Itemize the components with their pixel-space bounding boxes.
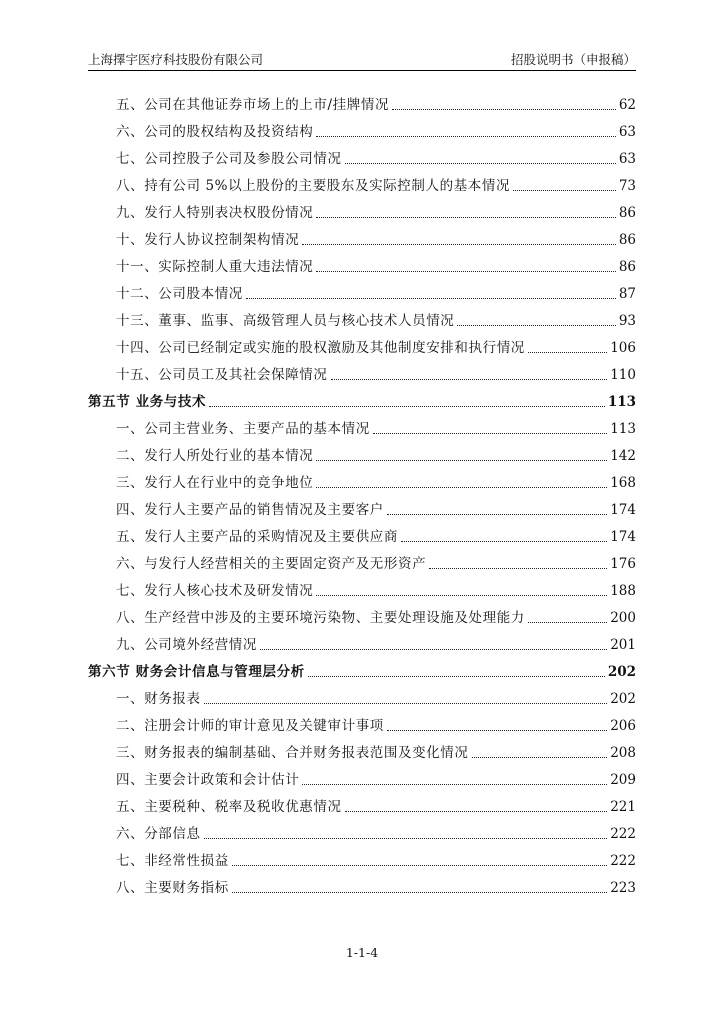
toc-entry-title: 八、持有公司 5%以上股份的主要股东及实际控制人的基本情况 bbox=[116, 178, 511, 194]
dot-leader bbox=[316, 271, 615, 272]
toc-entry[interactable] bbox=[88, 411, 636, 438]
toc-entry-title: 五、主要税种、税率及税收优惠情况 bbox=[116, 799, 342, 815]
toc-entry-page: 142 bbox=[610, 448, 636, 464]
document-title: 招股说明书（申报稿） bbox=[510, 52, 636, 67]
page-header bbox=[88, 50, 636, 71]
toc-entry-page: 113 bbox=[607, 394, 636, 410]
toc-entry-page: 63 bbox=[618, 151, 636, 167]
toc-entry[interactable] bbox=[88, 843, 636, 870]
toc-entry-page: 86 bbox=[618, 205, 636, 221]
toc-entry-title: 三、发行人在行业中的竞争地位 bbox=[116, 475, 314, 491]
dot-leader bbox=[387, 730, 607, 731]
toc-entry-page: 206 bbox=[610, 718, 636, 734]
dot-leader bbox=[260, 649, 607, 650]
toc-entry-title: 一、财务报表 bbox=[116, 691, 201, 707]
dot-leader bbox=[316, 595, 607, 596]
toc-entry-page: 93 bbox=[618, 313, 636, 329]
toc-entry-page: 87 bbox=[618, 286, 636, 302]
dot-leader bbox=[429, 568, 607, 569]
toc-entry[interactable] bbox=[88, 735, 636, 762]
dot-leader bbox=[392, 109, 616, 110]
toc-entry[interactable] bbox=[88, 222, 636, 249]
toc-entry-page: 202 bbox=[610, 691, 636, 707]
toc-entry-title: 七、公司控股子公司及参股公司情况 bbox=[116, 151, 342, 167]
toc-entry-title: 二、注册会计师的审计意见及关键审计事项 bbox=[116, 718, 384, 734]
dot-leader bbox=[528, 352, 607, 353]
dot-leader bbox=[345, 811, 608, 812]
toc-entry-title: 第五节 业务与技术 bbox=[88, 394, 207, 410]
toc-entry-page: 221 bbox=[610, 799, 636, 815]
toc-entry-page: 222 bbox=[610, 826, 636, 842]
toc-entry-page: 86 bbox=[618, 259, 636, 275]
dot-leader bbox=[387, 514, 607, 515]
toc-entry-page: 174 bbox=[610, 502, 636, 518]
toc-entry-title: 十四、公司已经制定或实施的股权激励及其他制度安排和执行情况 bbox=[116, 340, 525, 356]
toc-entry-page: 113 bbox=[610, 421, 636, 437]
toc-entry-page: 201 bbox=[610, 637, 636, 653]
toc-section-heading[interactable] bbox=[88, 654, 636, 681]
toc-entry[interactable] bbox=[88, 762, 636, 789]
toc-entry-title: 九、发行人特别表决权股份情况 bbox=[116, 205, 314, 221]
dot-leader bbox=[401, 541, 607, 542]
toc-entry[interactable] bbox=[88, 141, 636, 168]
toc-entry-page: 62 bbox=[618, 97, 636, 113]
table-of-contents bbox=[88, 87, 636, 897]
toc-entry[interactable] bbox=[88, 168, 636, 195]
toc-entry-title: 十五、公司员工及其社会保障情况 bbox=[116, 367, 328, 383]
dot-leader bbox=[331, 379, 608, 380]
toc-section-heading[interactable] bbox=[88, 384, 636, 411]
toc-entry-page: 223 bbox=[610, 880, 636, 896]
dot-leader bbox=[457, 325, 615, 326]
toc-entry-page: 106 bbox=[610, 340, 636, 356]
dot-leader bbox=[246, 298, 616, 299]
toc-entry[interactable] bbox=[88, 114, 636, 141]
toc-entry-page: 63 bbox=[618, 124, 636, 140]
dot-leader bbox=[232, 892, 607, 893]
toc-entry[interactable] bbox=[88, 87, 636, 114]
dot-leader bbox=[373, 433, 607, 434]
toc-entry-title: 十一、实际控制人重大违法情况 bbox=[116, 259, 314, 275]
dot-leader bbox=[472, 757, 608, 758]
toc-entry[interactable] bbox=[88, 357, 636, 384]
toc-entry-page: 208 bbox=[610, 745, 636, 761]
dot-leader bbox=[302, 784, 607, 785]
dot-leader bbox=[209, 406, 605, 407]
dot-leader bbox=[204, 703, 608, 704]
toc-entry[interactable] bbox=[88, 681, 636, 708]
toc-entry[interactable] bbox=[88, 600, 636, 627]
toc-entry-title: 二、发行人所处行业的基本情况 bbox=[116, 448, 314, 464]
toc-entry-title: 七、发行人核心技术及研发情况 bbox=[116, 583, 314, 599]
toc-entry-title: 十、发行人协议控制架构情况 bbox=[116, 232, 300, 248]
dot-leader bbox=[345, 163, 616, 164]
dot-leader bbox=[316, 136, 615, 137]
toc-entry[interactable] bbox=[88, 492, 636, 519]
toc-entry[interactable] bbox=[88, 330, 636, 357]
dot-leader bbox=[302, 244, 616, 245]
toc-entry-page: 209 bbox=[610, 772, 636, 788]
toc-entry[interactable] bbox=[88, 546, 636, 573]
toc-entry-page: 202 bbox=[607, 664, 636, 680]
dot-leader bbox=[528, 622, 607, 623]
company-name: 上海擇宇医疗科技股份有限公司 bbox=[88, 52, 264, 67]
toc-entry-page: 73 bbox=[618, 178, 636, 194]
dot-leader bbox=[232, 865, 607, 866]
toc-entry-title: 五、发行人主要产品的采购情况及主要供应商 bbox=[116, 529, 398, 545]
toc-entry[interactable] bbox=[88, 276, 636, 303]
toc-entry-title: 八、主要财务指标 bbox=[116, 880, 229, 896]
dot-leader bbox=[316, 217, 615, 218]
toc-entry[interactable] bbox=[88, 573, 636, 600]
toc-entry-page: 200 bbox=[610, 610, 636, 626]
dot-leader bbox=[308, 676, 605, 677]
toc-entry-title: 九、公司境外经营情况 bbox=[116, 637, 257, 653]
toc-entry[interactable] bbox=[88, 519, 636, 546]
toc-entry-page: 222 bbox=[610, 853, 636, 869]
toc-entry-title: 五、公司在其他证券市场上的上市/挂牌情况 bbox=[116, 97, 390, 113]
toc-entry[interactable] bbox=[88, 708, 636, 735]
toc-entry-title: 六、分部信息 bbox=[116, 826, 201, 842]
toc-entry[interactable] bbox=[88, 195, 636, 222]
toc-entry[interactable] bbox=[88, 465, 636, 492]
toc-entry-title: 第六节 财务会计信息与管理层分析 bbox=[88, 664, 305, 680]
dot-leader bbox=[513, 190, 616, 191]
toc-entry-page: 86 bbox=[618, 232, 636, 248]
page-number: 1-1-4 bbox=[345, 945, 379, 960]
toc-entry[interactable] bbox=[88, 816, 636, 843]
toc-entry-page: 188 bbox=[610, 583, 636, 599]
toc-entry[interactable] bbox=[88, 438, 636, 465]
toc-entry-title: 十三、董事、监事、高级管理人员与核心技术人员情况 bbox=[116, 313, 455, 329]
toc-entry-title: 六、公司的股权结构及投资结构 bbox=[116, 124, 314, 140]
toc-entry-title: 三、财务报表的编制基础、合并财务报表范围及变化情况 bbox=[116, 745, 469, 761]
dot-leader bbox=[204, 838, 608, 839]
toc-entry-page: 168 bbox=[610, 475, 636, 491]
toc-entry[interactable] bbox=[88, 789, 636, 816]
toc-entry-page: 176 bbox=[610, 556, 636, 572]
toc-entry-title: 四、发行人主要产品的销售情况及主要客户 bbox=[116, 502, 384, 518]
toc-entry-title: 八、生产经营中涉及的主要环境污染物、主要处理设施及处理能力 bbox=[116, 610, 525, 626]
toc-entry[interactable] bbox=[88, 249, 636, 276]
toc-entry[interactable] bbox=[88, 870, 636, 897]
toc-entry-title: 一、公司主营业务、主要产品的基本情况 bbox=[116, 421, 370, 437]
dot-leader bbox=[316, 487, 607, 488]
dot-leader bbox=[316, 460, 607, 461]
toc-entry[interactable] bbox=[88, 303, 636, 330]
toc-entry-title: 七、非经常性损益 bbox=[116, 853, 229, 869]
toc-entry-title: 六、与发行人经营相关的主要固定资产及无形资产 bbox=[116, 556, 427, 572]
toc-entry-page: 174 bbox=[610, 529, 636, 545]
toc-entry[interactable] bbox=[88, 627, 636, 654]
toc-entry-title: 十二、公司股本情况 bbox=[116, 286, 243, 302]
toc-entry-title: 四、主要会计政策和会计估计 bbox=[116, 772, 300, 788]
toc-entry-page: 110 bbox=[610, 367, 636, 383]
